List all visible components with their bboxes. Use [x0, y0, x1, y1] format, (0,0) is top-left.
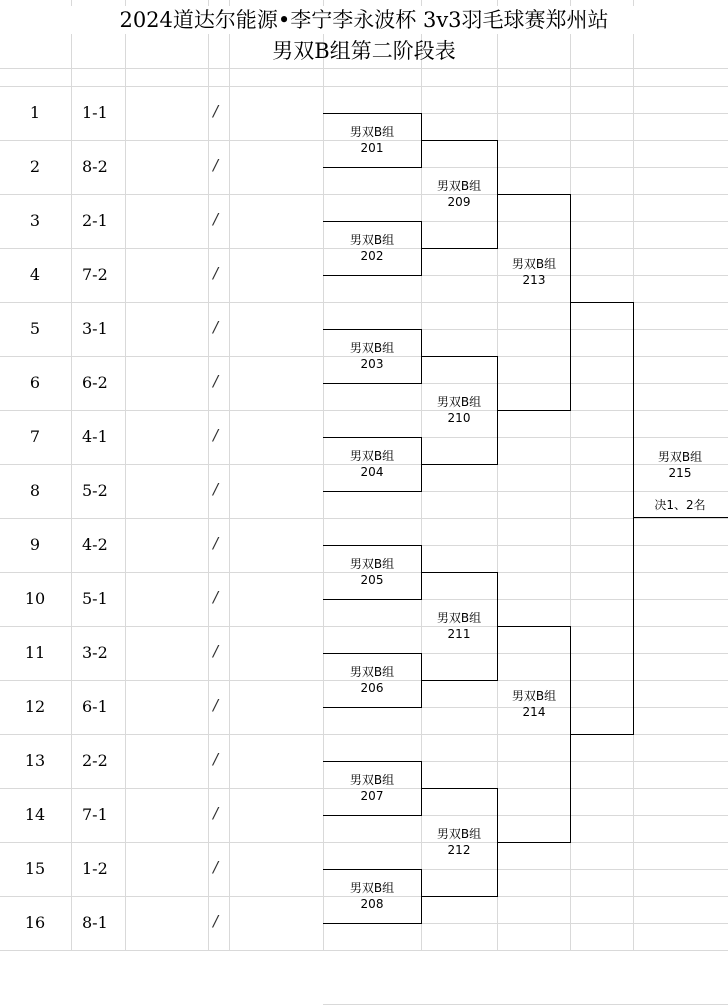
- match-bracket-top: [421, 140, 498, 141]
- seed-number: 5: [29, 319, 41, 338]
- match-bracket-top: [421, 572, 498, 573]
- match-209: [411, 178, 507, 210]
- match-group-label: 男双B组: [436, 611, 482, 625]
- grid-row-line: [323, 68, 728, 69]
- match-bracket-bottom: [421, 248, 498, 249]
- match-214: [486, 688, 582, 720]
- team-code: 5-2: [82, 481, 108, 500]
- score-placeholder: /: [213, 318, 219, 336]
- table-row-line: [0, 680, 323, 681]
- team-code: 4-1: [82, 427, 108, 446]
- seed-number: 15: [24, 859, 46, 878]
- table-row-line: [0, 626, 323, 627]
- match-bracket-top: [323, 329, 422, 330]
- match-number: 203: [360, 357, 384, 371]
- team-code: 6-2: [82, 373, 108, 392]
- table-row-line: [0, 950, 323, 951]
- team-code: 1-2: [82, 859, 108, 878]
- score-placeholder: /: [213, 426, 219, 444]
- match-bracket-bottom: [323, 815, 422, 816]
- match-bracket-top: [323, 761, 422, 762]
- final-bracket-top: [570, 302, 634, 303]
- match-210: [411, 394, 507, 426]
- team-code: 5-1: [82, 589, 108, 608]
- match-bracket-top: [497, 626, 571, 627]
- match-bracket-top: [497, 194, 571, 195]
- match-group-label: 男双B组: [436, 179, 482, 193]
- final-bracket-bottom: [570, 734, 634, 735]
- match-212: [411, 826, 507, 858]
- table-row-line: [0, 140, 323, 141]
- match-bracket-bottom: [323, 923, 422, 924]
- match-bracket-bottom: [323, 491, 422, 492]
- match-number: 210: [447, 411, 471, 425]
- seed-number: 1: [29, 103, 41, 122]
- match-208: [324, 880, 420, 912]
- match-204: [324, 448, 420, 480]
- match-bracket-top: [421, 356, 498, 357]
- score-placeholder: /: [213, 210, 219, 228]
- team-code: 2-1: [82, 211, 108, 230]
- score-placeholder: /: [213, 804, 219, 822]
- grid-column-line: [208, 0, 209, 950]
- final-winner-line: [633, 517, 728, 518]
- grid-row-line: [323, 734, 728, 735]
- match-number: 202: [360, 249, 384, 263]
- match-group-label: 男双B组: [511, 257, 557, 271]
- score-placeholder: /: [213, 912, 219, 930]
- match-215: [632, 449, 728, 481]
- team-code: 1-1: [82, 103, 108, 122]
- match-number: 213: [522, 273, 546, 287]
- page-subtitle: 男双B组第二阶段表: [272, 39, 456, 63]
- match-group-label: 男双B组: [511, 689, 557, 703]
- table-row-line: [0, 356, 323, 357]
- grid-column-line: [125, 0, 126, 950]
- table-row-line: [0, 572, 323, 573]
- score-placeholder: /: [213, 156, 219, 174]
- table-row-line: [0, 788, 323, 789]
- match-number: 207: [360, 789, 384, 803]
- team-code: 7-1: [82, 805, 108, 824]
- match-bracket-bottom: [323, 167, 422, 168]
- match-number: 215: [668, 466, 692, 480]
- team-code: 8-2: [82, 157, 108, 176]
- seed-number: 8: [29, 481, 41, 500]
- table-row-line: [0, 896, 323, 897]
- match-bracket-bottom: [323, 707, 422, 708]
- match-bracket-bottom: [421, 680, 498, 681]
- match-202: [324, 232, 420, 264]
- seed-number: 4: [29, 265, 41, 284]
- score-placeholder: /: [213, 534, 219, 552]
- match-bracket-top: [323, 653, 422, 654]
- score-placeholder: /: [213, 642, 219, 660]
- grid-column-line: [229, 0, 230, 950]
- table-row-line: [0, 842, 323, 843]
- match-213: [486, 256, 582, 288]
- seed-number: 6: [29, 373, 41, 392]
- table-row-line: [0, 518, 323, 519]
- match-number: 206: [360, 681, 384, 695]
- match-group-label: 男双B组: [349, 341, 395, 355]
- match-bracket-top: [323, 869, 422, 870]
- final-bracket-side: [633, 302, 634, 735]
- table-row-line: [0, 734, 323, 735]
- table-row-line: [0, 410, 323, 411]
- match-number: 204: [360, 465, 384, 479]
- match-group-label: 男双B组: [349, 881, 395, 895]
- grid-row-line: [323, 302, 728, 303]
- match-bracket-bottom: [323, 599, 422, 600]
- score-placeholder: /: [213, 588, 219, 606]
- match-206: [324, 664, 420, 696]
- score-placeholder: /: [213, 480, 219, 498]
- match-203: [324, 340, 420, 372]
- match-number: 208: [360, 897, 384, 911]
- team-code: 2-2: [82, 751, 108, 770]
- table-row-line: [0, 464, 323, 465]
- team-code: 3-2: [82, 643, 108, 662]
- match-number: 201: [360, 141, 384, 155]
- match-bracket-top: [323, 545, 422, 546]
- match-bracket-bottom: [323, 275, 422, 276]
- team-code: 6-1: [82, 697, 108, 716]
- score-placeholder: /: [213, 750, 219, 768]
- final-note: 决1、2名: [654, 498, 706, 512]
- team-code: 8-1: [82, 913, 108, 932]
- match-bracket-bottom: [497, 410, 571, 411]
- table-row-line: [0, 194, 323, 195]
- seed-number: 3: [29, 211, 41, 230]
- match-bracket-bottom: [497, 842, 571, 843]
- match-bracket-bottom: [421, 464, 498, 465]
- match-number: 205: [360, 573, 384, 587]
- seed-number: 11: [24, 643, 46, 662]
- match-group-label: 男双B组: [657, 450, 703, 464]
- match-group-label: 男双B组: [349, 449, 395, 463]
- grid-column-line: [71, 0, 72, 950]
- table-row-line: [0, 302, 323, 303]
- match-group-label: 男双B组: [349, 233, 395, 247]
- score-placeholder: /: [213, 858, 219, 876]
- match-201: [324, 124, 420, 156]
- match-group-label: 男双B组: [349, 125, 395, 139]
- seed-number: 9: [29, 535, 41, 554]
- match-bracket-top: [323, 437, 422, 438]
- grid-row-line: [323, 950, 728, 951]
- match-number: 212: [447, 843, 471, 857]
- seed-number: 13: [24, 751, 46, 770]
- match-number: 211: [447, 627, 471, 641]
- score-placeholder: /: [213, 696, 219, 714]
- match-group-label: 男双B组: [349, 773, 395, 787]
- team-code: 4-2: [82, 535, 108, 554]
- match-group-label: 男双B组: [436, 395, 482, 409]
- table-row-line: [0, 68, 323, 69]
- match-number: 214: [522, 705, 546, 719]
- match-number: 209: [447, 195, 471, 209]
- seed-number: 16: [24, 913, 46, 932]
- seed-number: 10: [24, 589, 46, 608]
- match-group-label: 男双B组: [436, 827, 482, 841]
- score-placeholder: /: [213, 102, 219, 120]
- table-row-line: [0, 86, 323, 87]
- seed-number: 2: [29, 157, 41, 176]
- match-group-label: 男双B组: [349, 665, 395, 679]
- match-205: [324, 556, 420, 588]
- match-bracket-top: [323, 113, 422, 114]
- page-title: 2024道达尔能源•李宁李永波杯 3v3羽毛球赛郑州站: [0, 6, 728, 34]
- team-code: 3-1: [82, 319, 108, 338]
- seed-number: 7: [29, 427, 41, 446]
- seed-number: 12: [24, 697, 46, 716]
- score-placeholder: /: [213, 264, 219, 282]
- score-placeholder: /: [213, 372, 219, 390]
- match-bracket-bottom: [421, 896, 498, 897]
- grid-row-line: [323, 518, 728, 519]
- seed-number: 14: [24, 805, 46, 824]
- match-bracket-top: [421, 788, 498, 789]
- grid-row-line: [323, 86, 728, 87]
- team-code: 7-2: [82, 265, 108, 284]
- match-bracket-bottom: [323, 383, 422, 384]
- match-group-label: 男双B组: [349, 557, 395, 571]
- match-211: [411, 610, 507, 642]
- match-bracket-top: [323, 221, 422, 222]
- table-row-line: [0, 248, 323, 249]
- match-207: [324, 772, 420, 804]
